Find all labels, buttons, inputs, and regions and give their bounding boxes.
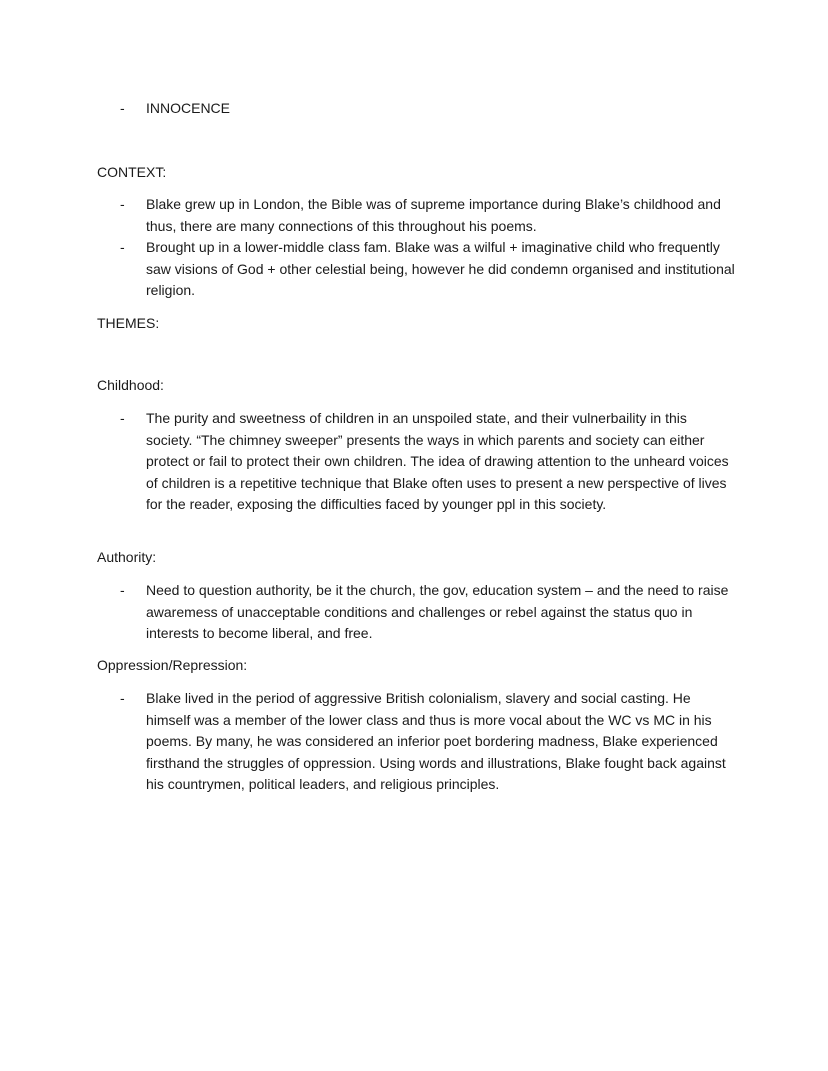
- innocence-bullet: -: [120, 100, 125, 116]
- authority-heading: Authority:: [97, 549, 157, 565]
- oppression-item-1: Blake lived in the period of aggressive British colonialism, slavery and social casting. He himself was a member of the lower class and thus is more vocal about the WC vs MC in his poems. By many, he was considered an inferior poet bordering madness, Blake experienced firsthand the struggles of oppression. Using words and illustrations, Blake fought back against his countrymen, political leaders, and religious principles.: [146, 690, 726, 792]
- childhood-item-1: The purity and sweetness of children in an unspoiled state, and their vulnerbaility in this society. “The chimney sweeper” presents the ways in which parents and society can either protect or fail to protect their own children. The idea of drawing attention to the unheard voices of children is a repetitive technique that Blake often uses to present a new perspective of lives for the reader, exposing the difficulties faced by younger ppl in this society.: [146, 410, 729, 512]
- childhood-heading: Childhood:: [97, 377, 164, 393]
- oppression-bullet-1: -: [120, 690, 125, 706]
- authority-item-1: Need to question authority, be it the church, the gov, education system – and the need to raise awaremess of unacceptable conditions and challenges or rebel against the status quo in interests to become liberal, and free.: [146, 582, 729, 641]
- context-bullet-2: -: [120, 239, 125, 255]
- context-bullet-1: -: [120, 196, 125, 212]
- context-heading: CONTEXT:: [97, 164, 167, 180]
- childhood-bullet-1: -: [120, 410, 125, 426]
- context-item-1: Blake grew up in London, the Bible was of supreme importance during Blake’s childhood and thus, there are many connections of this throughout his poems.: [146, 196, 721, 234]
- context-item-2: Brought up in a lower-middle class fam. Blake was a wilful + imaginative child who frequently saw visions of God + other celestial being, however he did condemn organised and institutional religion.: [146, 239, 735, 298]
- authority-bullet-1: -: [120, 582, 125, 598]
- oppression-heading: Oppression/Repression:: [97, 657, 248, 673]
- innocence-title: INNOCENCE: [146, 100, 231, 116]
- themes-heading: THEMES:: [97, 315, 160, 331]
